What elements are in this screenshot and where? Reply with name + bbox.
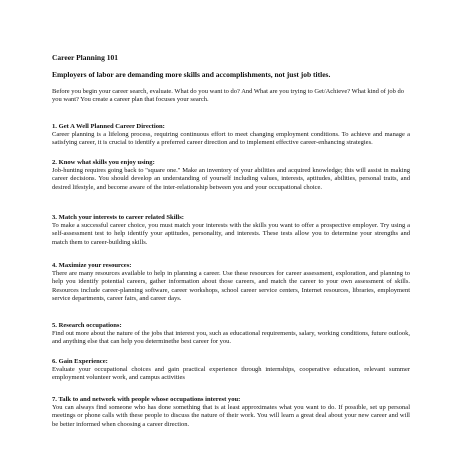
- document-subtitle: Employers of labor are demanding more skills and accomplishments, not just job titles.: [52, 70, 331, 79]
- section-body: Career planning is a lifelong process, requiring continuous effort to meet changing employment conditions. To achieve and manage a satisfying career, it is crucial to identify a preferred career direction and to implement effective career-enhancing strategies.: [52, 131, 410, 147]
- section-skills: [52, 159, 410, 192]
- section-heading: 4. Maximize your resources:: [52, 262, 132, 269]
- section-body: Find out more about the nature of the jobs that interest you, such as educational requirements, salary, working conditions, future outlook, and anything else that can help you determinethe best career for you.: [52, 330, 410, 346]
- section-experience: [52, 358, 410, 383]
- document-title: Career Planning 101: [52, 53, 118, 62]
- section-heading: 1. Get A Well Planned Career Direction:: [52, 123, 165, 130]
- section-body: Job-hunting requires going back to "square one." Make an inventory of your abilities and acquired knowledge; this will assist in making career decisions. You should develop an understanding of yourself including values, interests, aptitudes, abilities, personal traits, and desired lifestyle, and become aware of the inter-relationship between you and your occupational choice.: [52, 167, 410, 191]
- section-body: Evaluate your occupational choices and gain practical experience through internships, cooperative education, relevant summer employment volunteer work, and campus activities: [52, 366, 410, 382]
- section-match-interests: [52, 214, 410, 247]
- section-heading: 7. Talk to and network with people whose occupations interest you:: [52, 396, 241, 403]
- section-network: [52, 396, 410, 429]
- section-heading: 5. Research occupations:: [52, 322, 122, 329]
- section-career-direction: [52, 123, 410, 148]
- intro-paragraph: Before you begin your career search, evaluate. What do you want to do? And What are you trying to Get/Achieve? What kind of job do you want? You create a career plan that focuses your search.: [52, 88, 404, 104]
- section-heading: 3. Match your interests to career related Skills:: [52, 214, 184, 221]
- section-resources: [52, 262, 410, 303]
- section-body: There are many resources available to help in planning a career. Use these resources for career assessment, exploration, and planning to help you identify potential careers, gather information about those careers, and match the career to your own assessment of skills. Resources include career-planning software, career workshops, school career service centers, Internet resources, libraries, employment service departments, career fairs, and career days.: [52, 270, 410, 302]
- section-heading: 2. Know what skills you enjoy using:: [52, 159, 155, 166]
- section-body: You can always find someone who has done something that is at least approximates what you want to do. If possible, set up personal meetings or phone calls with these people to discuss the nature of their work. You will learn a great deal about your new career and will be better informed when choosing a career direction.: [52, 404, 410, 428]
- section-research: [52, 322, 410, 347]
- section-body: To make a successful career choice, you must match your interests with the skills you want to offer a prospective employer. Try using a self-assessment test to help identify your aptitudes, personality, and interests. These tests allow you to determine your strengths and match them to career-building skills.: [52, 222, 410, 246]
- section-heading: 6. Gain Experience:: [52, 358, 108, 365]
